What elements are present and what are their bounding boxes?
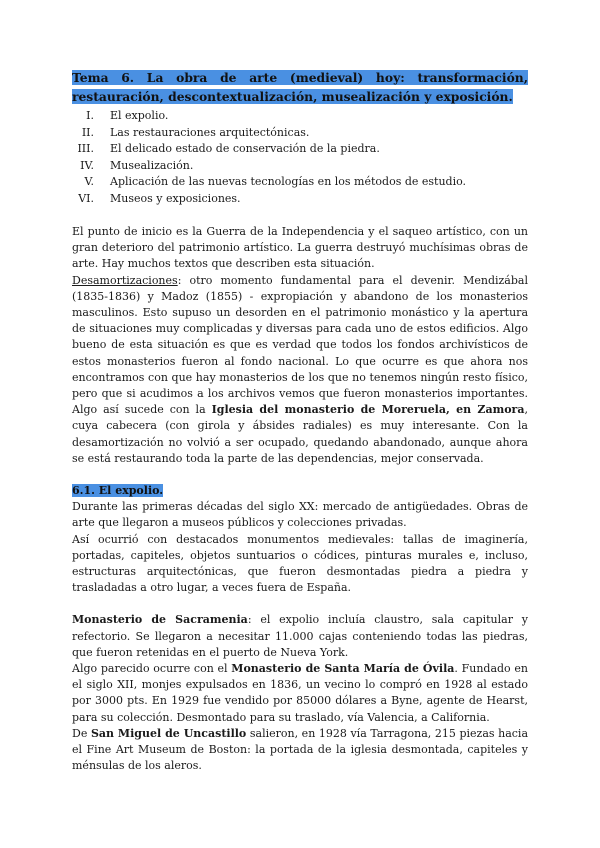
outline-item (72, 141, 528, 158)
outline-text: Las restauraciones arquitectónicas. (110, 125, 310, 139)
desamortizaciones-paragraph (72, 273, 528, 467)
expolio-paragraph-1: Durante las primeras décadas del siglo XX: mercado de antigüedades. Obras de arte que llegaron a museos públicos y colecciones privadas. (72, 500, 528, 530)
desamortizaciones-label: Desamortizaciones (72, 273, 178, 287)
sacramenia-paragraph (72, 612, 528, 661)
outline-number: IV. (80, 158, 94, 172)
intro-paragraph: El punto de inicio es la Guerra de la Independencia y el saqueo artístico, con un gran deterioro del patrimonio artístico. La guerra destruyó muchísimas obras de arte. Hay muchos textos que describen esta situación. (72, 225, 528, 271)
uncastillo-text: salieron, en 1928 vía Tarragona, 215 piezas hacia el Fine Art Museum de Boston: la portada de la iglesia desmontada, capiteles y ménsulas de los aleros. (72, 726, 529, 773)
uncastillo-paragraph (72, 726, 528, 775)
outline-text: El delicado estado de conservación de la piedra. (110, 142, 380, 155)
desamortizaciones-text-b: , cuya cabecera (con girola y ábsides radiales) es muy interesante. Con la desamortización no volvió a ser ocupado, quedando abandonado, aunque ahora se está restaurando toda la parte de las dependencias, mejor conservada. (72, 403, 528, 465)
uncastillo-name: San Miguel de Uncastillo (90, 726, 247, 740)
ovila-name: Monasterio de Santa María de Óvila (231, 662, 455, 676)
outline-item (72, 125, 528, 142)
outline-text: Aplicación de las nuevas tecnologías en los métodos de estudio. (110, 175, 467, 188)
outline-item (72, 158, 528, 175)
expolio-paragraph-2: Así ocurrió con destacados monumentos medievales: tallas de imaginería, portadas, capiteles, objetos suntuarios o códices, pinturas murales e, incluso, estructuras arquitectónicas, que fueron desmontadas piedra a piedra y trasladadas a otro lugar, a veces fuera de España. (72, 532, 528, 595)
section-heading-text: 6.1. El expolio. (72, 484, 164, 498)
document-title (72, 68, 528, 106)
uncastillo-pre: De (72, 726, 91, 740)
outline-text: Musealización. (110, 158, 194, 172)
sacramenia-text: : el expolio incluía claustro, sala capitular y refectorio. Se llegaron a necesitar 11.000 cajas conteniendo todas las piedras, que fueron retenidas en el puerto de Nueva York. (72, 613, 528, 659)
outline-item (72, 108, 528, 125)
sacramenia-name: Monasterio de Sacramenia (72, 613, 248, 627)
outline-item (72, 191, 528, 208)
document-page (72, 68, 528, 775)
outline-item (72, 174, 528, 191)
outline-text: Museos y exposiciones. (110, 191, 241, 205)
desamortizaciones-text-a: : otro momento fundamental para el devenir. Mendizábal (1835-1836) y Madoz (1855) - expropiación y abandono de los monasterios masculinos. Esto supuso un desorden en el patrimonio monástico y la apertura de situaciones muy complicadas y diversas para cada uno de estos edificios. Algo bueno de esta situación es que es verdad que todos los fondos archivísticos de estos monasterios fueron al fondo nacional. Lo que ocurre es que ahora nos encontramos con que hay monasterios de los que no tenemos ningún resto físico, pero que si acudimos a los archivos vemos que fueron monasterios importantes. Algo así sucede con la (72, 273, 528, 417)
outline-list (72, 108, 528, 207)
document-title-text: Tema 6. La obra de arte (medieval) hoy: transformación, restauración, descontextualización, musealización y exposición. (72, 70, 528, 104)
outline-number: III. (77, 142, 94, 155)
section-heading (72, 483, 528, 499)
ovila-pre: Algo parecido ocurre con el (72, 662, 232, 676)
ovila-paragraph (72, 661, 528, 726)
ovila-text: . Fundado en el siglo XII, monjes expulsados en 1836, un vecino lo compró en 1928 al estado por 3000 pts. En 1929 fue vendido por 85000 dólares a Byne, agente de Hearst, para su colección. Desmontado para su traslado, vía Valencia, a California. (72, 662, 528, 724)
outline-number: I. (86, 109, 94, 122)
outline-number: II. (81, 125, 94, 139)
outline-text: El expolio. (110, 109, 169, 122)
outline-number: V. (84, 175, 94, 188)
moreruela-name: Iglesia del monasterio de Moreruela, en Zamora (211, 403, 525, 417)
outline-number: VI. (78, 191, 94, 205)
